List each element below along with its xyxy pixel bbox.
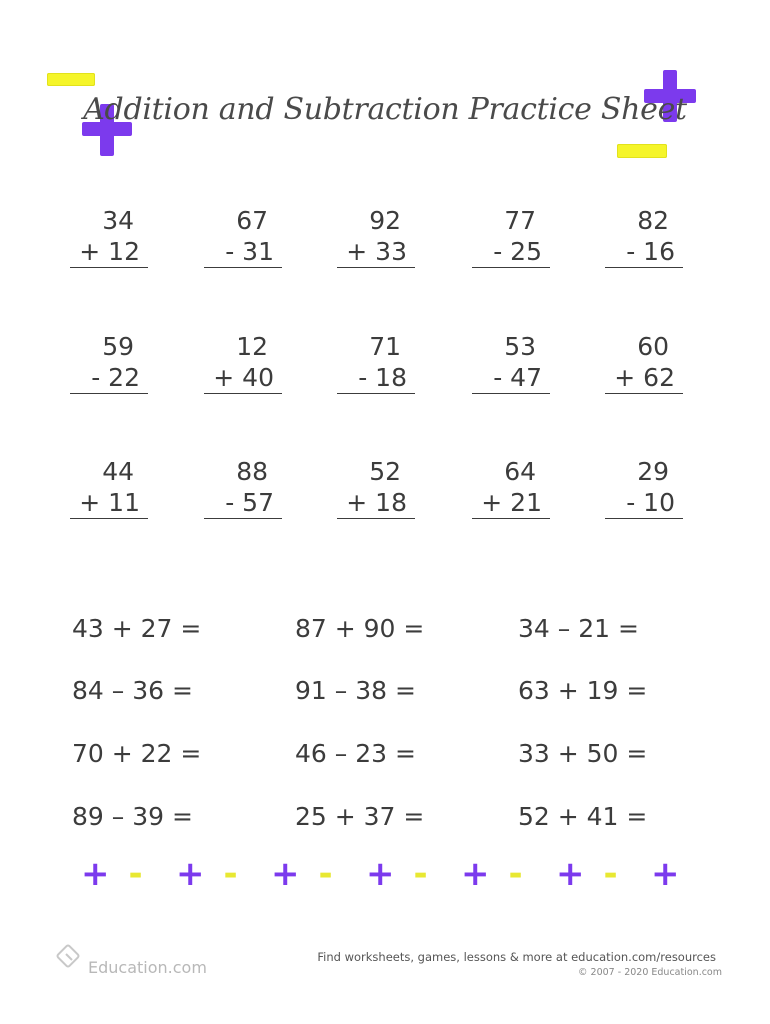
problem-top-number: 88 — [236, 457, 268, 486]
footer-copyright: © 2007 - 2020 Education.com — [578, 967, 722, 978]
horizontal-problem: 84 – 36 = — [72, 676, 193, 705]
problem-operand-line: + 18 — [337, 487, 415, 519]
horizontal-problem: 63 + 19 = — [518, 676, 648, 705]
vertical-problem — [472, 331, 550, 394]
vertical-problem — [605, 331, 683, 394]
page-title: Addition and Subtraction Practice Sheet — [83, 92, 687, 127]
plus-sign-decoration: + — [81, 854, 110, 894]
minus-sign-decoration: - — [508, 854, 523, 894]
problem-operand-line: + 12 — [70, 236, 148, 268]
horizontal-problem: 34 – 21 = — [518, 614, 639, 643]
minus-sign-decoration: - — [603, 854, 618, 894]
problem-operand-line: + 21 — [472, 487, 550, 519]
vertical-problem — [204, 205, 282, 268]
horizontal-problem: 70 + 22 = — [72, 739, 202, 768]
minus-sign-decoration: - — [128, 854, 143, 894]
problem-top-number: 52 — [369, 457, 401, 486]
problem-top-number: 12 — [236, 332, 268, 361]
problem-operand-line: - 16 — [605, 236, 683, 268]
horizontal-problem: 33 + 50 = — [518, 739, 648, 768]
problem-operand-line: + 11 — [70, 487, 148, 519]
vertical-problem — [337, 205, 415, 268]
problem-operand-line: - 47 — [472, 362, 550, 394]
problem-top-number: 77 — [504, 206, 536, 235]
problem-operand-line: - 25 — [472, 236, 550, 268]
vertical-problem — [472, 205, 550, 268]
horizontal-problem: 52 + 41 = — [518, 802, 648, 831]
horizontal-problem: 87 + 90 = — [295, 614, 425, 643]
vertical-problem — [204, 331, 282, 394]
problem-top-number: 34 — [102, 206, 134, 235]
footer-resources-text: Find worksheets, games, lessons & more at education.com/resources — [317, 950, 716, 964]
vertical-problem — [70, 456, 148, 519]
problem-operand-line: + 62 — [605, 362, 683, 394]
education-logo-icon — [56, 940, 86, 970]
problem-top-number: 59 — [102, 332, 134, 361]
problem-operand-line: - 31 — [204, 236, 282, 268]
vertical-problem — [337, 331, 415, 394]
horizontal-problem: 91 – 38 = — [295, 676, 416, 705]
plus-sign-decoration: + — [461, 854, 490, 894]
problem-top-number: 64 — [504, 457, 536, 486]
horizontal-problem: 25 + 37 = — [295, 802, 425, 831]
problem-top-number: 82 — [637, 206, 669, 235]
plus-sign-decoration: + — [651, 854, 680, 894]
problem-top-number: 60 — [637, 332, 669, 361]
problem-top-number: 29 — [637, 457, 669, 486]
minus-sign-decoration: - — [318, 854, 333, 894]
problem-operand-line: - 22 — [70, 362, 148, 394]
minus-sign-decoration — [47, 73, 95, 86]
horizontal-problem: 46 – 23 = — [295, 739, 416, 768]
problem-top-number: 71 — [369, 332, 401, 361]
vertical-problem — [605, 205, 683, 268]
plus-sign-decoration: + — [366, 854, 395, 894]
problem-operand-line: - 18 — [337, 362, 415, 394]
vertical-problem — [605, 456, 683, 519]
vertical-problem — [472, 456, 550, 519]
vertical-problem — [204, 456, 282, 519]
problem-top-number: 92 — [369, 206, 401, 235]
minus-sign-decoration — [617, 144, 667, 158]
problem-top-number: 67 — [236, 206, 268, 235]
plus-sign-decoration: + — [556, 854, 585, 894]
problem-operand-line: - 10 — [605, 487, 683, 519]
vertical-problem — [70, 205, 148, 268]
plus-sign-decoration: + — [271, 854, 300, 894]
minus-sign-decoration: - — [223, 854, 238, 894]
problem-operand-line: + 40 — [204, 362, 282, 394]
problem-top-number: 53 — [504, 332, 536, 361]
education-logo-text: Education.com — [88, 958, 207, 977]
horizontal-problem: 43 + 27 = — [72, 614, 202, 643]
vertical-problem — [337, 456, 415, 519]
plus-sign-decoration: + — [176, 854, 205, 894]
problem-operand-line: - 57 — [204, 487, 282, 519]
problem-top-number: 44 — [102, 457, 134, 486]
vertical-problem — [70, 331, 148, 394]
problem-operand-line: + 33 — [337, 236, 415, 268]
horizontal-problem: 89 – 39 = — [72, 802, 193, 831]
minus-sign-decoration: - — [413, 854, 428, 894]
